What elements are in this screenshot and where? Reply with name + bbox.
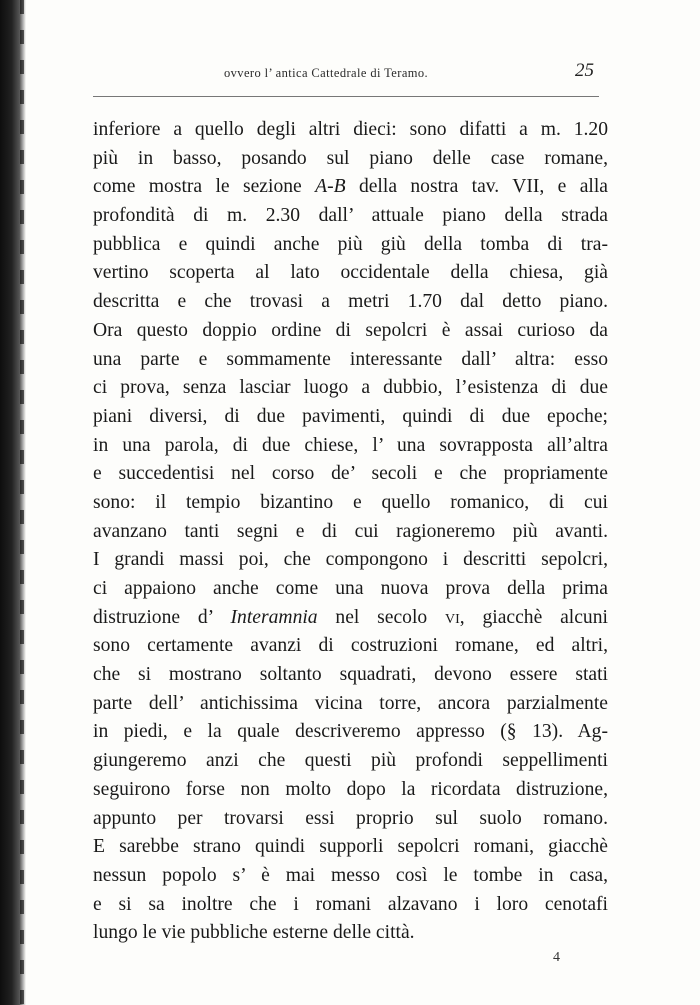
signature-mark: 4 — [553, 950, 560, 965]
section-reference: A-B — [315, 176, 346, 198]
text-line: nessun popolo s’ è mai messo così le tombe in casa, — [93, 864, 608, 886]
text-line: seguirono forse non molto dopo la ricordata distruzione, — [93, 778, 608, 800]
text-line: pubblica e quindi anche più giù della tomba di tra- — [93, 233, 608, 255]
text-line: e si sa inoltre che i romani alzavano i loro cenotafi — [93, 893, 608, 915]
text-line: piani diversi, di due pavimenti, quindi di due epoche; — [93, 405, 608, 427]
text-line: distruzione d’ Interamnia nel secolo vi, giacchè alcuni — [93, 606, 608, 628]
text-line: una parte e sommamente interessante dall’ altra: esso — [93, 348, 608, 370]
text-line: E sarebbe strano quindi supporli sepolcri romani, giacchè — [93, 836, 608, 858]
text-line: vertino scoperta al lato occidentale della chiesa, già — [93, 262, 608, 284]
text-line: e succedentisi nel corso de’ secoli e che propriamente — [93, 463, 608, 485]
text-line: parte dell’ antichissima vicina torre, ancora parzialmente — [93, 692, 608, 714]
text-line: in una parola, di due chiese, l’ una sovrapposta all’altra — [93, 434, 608, 456]
text-line: lungo le vie pubbliche esterne delle città. — [93, 922, 415, 944]
century-numeral: vi — [445, 606, 460, 628]
text-line: avanzano tanti segni e di cui ragioneremo più avanti. — [93, 520, 608, 542]
text-line: ci appaiono anche come una nuova prova della prima — [93, 578, 608, 599]
text-line: sono: il tempio bizantino e quello romanico, di cui — [93, 491, 608, 513]
book-binding-edge — [0, 0, 26, 1005]
body-text — [93, 116, 608, 948]
text-line: appunto per trovarsi essi proprio sul suolo romano. — [93, 807, 608, 829]
text-line: come mostra le sezione A-B della nostra tav. VII, e alla — [93, 176, 608, 198]
text-line: I grandi massi poi, che compongono i descritti sepolcri, — [93, 549, 608, 571]
text-line: Ora questo doppio ordine di sepolcri è assai curioso da — [93, 319, 608, 341]
text-line: descritta e che trovasi a metri 1.70 dal detto piano. — [93, 291, 608, 313]
text-line: inferiore a quello degli altri dieci: sono difatti a m. 1.20 — [93, 119, 608, 140]
text-line: in piedi, e la quale descriveremo appresso (§ 13). Ag- — [93, 721, 608, 743]
text-line: profondità di m. 2.30 dall’ attuale piano della strada — [93, 205, 608, 227]
header-rule — [93, 96, 599, 97]
text-line: che si mostrano soltanto squadrati, devono essere stati — [93, 664, 608, 686]
text-line: sono certamente avanzi di costruzioni romane, ed altri, — [93, 635, 608, 657]
page-number: 25 — [575, 60, 594, 81]
text-line: più in basso, posando sul piano delle case romane, — [93, 147, 608, 169]
running-title: ovvero l’ antica Cattedrale di Teramo. — [224, 66, 429, 80]
place-name: Interamnia — [230, 606, 318, 628]
text-line: ci prova, senza lasciar luogo a dubbio, l’esistenza di due — [93, 377, 608, 399]
text-line: giungeremo anzi che questi più profondi seppellimenti — [93, 750, 608, 772]
